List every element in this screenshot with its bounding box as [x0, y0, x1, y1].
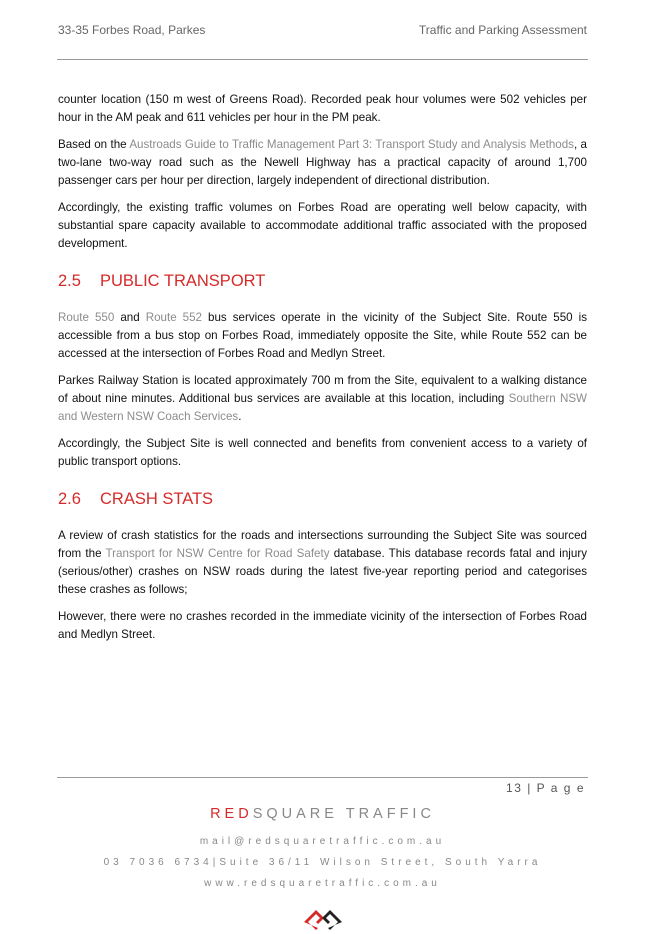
- paragraph: [58, 309, 587, 363]
- brand-name-rest: SQUARE TRAFFIC: [252, 806, 435, 822]
- footer-website[interactable]: www.redsquaretraffic.com.au: [204, 878, 441, 889]
- paragraph: [58, 372, 587, 426]
- paragraph: [58, 136, 587, 190]
- page-number: 13 | P a g e: [506, 781, 585, 795]
- paragraph-text: A review of crash statistics for the roads and intersections surrounding the Subject Site was sourced from the: [58, 529, 587, 560]
- section-heading-public-transport: [58, 270, 587, 292]
- paragraph-text: Based on the: [58, 138, 130, 151]
- paragraph-text: counter location (150 m west of Greens Road). Recorded peak hour volumes were 502 vehicles per hour in the AM peak and 611 vehicles per hour in the PM peak.: [58, 93, 587, 124]
- redsquare-diamond-logo-icon: [300, 906, 346, 934]
- route-552-link[interactable]: Route 552: [145, 311, 203, 324]
- paragraph-text: Parkes Railway Station is located approximately 700 m from the Site, equivalent to a walking distance of about nine minutes. Additional bus services are available at this location, including: [58, 374, 587, 405]
- section-number: 2.6: [58, 490, 81, 508]
- section-title: CRASH STATS: [100, 490, 214, 508]
- paragraph-text: .: [238, 410, 242, 423]
- paragraph: [58, 91, 587, 127]
- paragraph: [58, 608, 587, 644]
- page-content: [58, 91, 587, 653]
- paragraph-text: bus services operate in the vicinity of the Subject Site. Route 550 is accessible from a bus stop on Forbes Road, immediately opposite the Site, while Route 552 can be accessed at the intersection of Forbes Road and Medlyn Street.: [58, 311, 587, 360]
- paragraph-text: , a two-lane two-way road such as the Newell Highway has a practical capacity of around 1,700 passenger cars per hour per direction, largely independent of directional distribution.: [58, 138, 587, 187]
- footer-email[interactable]: mail@redsquaretraffic.com.au: [199, 836, 446, 847]
- austroads-guide-link[interactable]: Austroads Guide to Traffic Management Part 3: Transport Study and Analysis Methods: [129, 138, 574, 151]
- paragraph: [58, 435, 587, 471]
- brand-name-red: RED: [210, 806, 253, 822]
- paragraph: [58, 527, 587, 599]
- footer-divider: [57, 777, 588, 778]
- brand-name: [0, 806, 645, 822]
- paragraph-text: and: [114, 311, 146, 324]
- header-divider: [57, 59, 588, 60]
- route-550-link[interactable]: Route 550: [58, 311, 115, 324]
- section-heading-crash-stats: [58, 488, 587, 510]
- section-number: 2.5: [58, 272, 81, 290]
- paragraph-text: Accordingly, the existing traffic volumes on Forbes Road are operating well below capacity, with substantial spare capacity available to accommodate additional traffic associated with the proposed development.: [58, 201, 587, 250]
- paragraph: [58, 199, 587, 253]
- centre-for-road-safety-link[interactable]: Transport for NSW Centre for Road Safety: [105, 547, 330, 560]
- section-title: PUBLIC TRANSPORT: [100, 272, 266, 290]
- paragraph-text: However, there were no crashes recorded in the immediate vicinity of the intersection of Forbes Road and Medlyn Street.: [58, 610, 587, 641]
- header-document-title: Traffic and Parking Assessment: [418, 23, 587, 37]
- header-address: 33-35 Forbes Road, Parkes: [58, 23, 206, 37]
- paragraph-text: database. This database records fatal and injury (serious/other) crashes on NSW roads during the latest five-year reporting period and categorises these crashes as follows;: [58, 547, 587, 596]
- paragraph-text: Accordingly, the Subject Site is well connected and benefits from convenient access to a variety of public transport options.: [58, 437, 587, 468]
- footer-phone-address: 03 7036 6734|Suite 36/11 Wilson Street, South Yarra: [103, 857, 542, 868]
- coach-services-link[interactable]: Southern NSW and Western NSW Coach Services: [58, 392, 587, 423]
